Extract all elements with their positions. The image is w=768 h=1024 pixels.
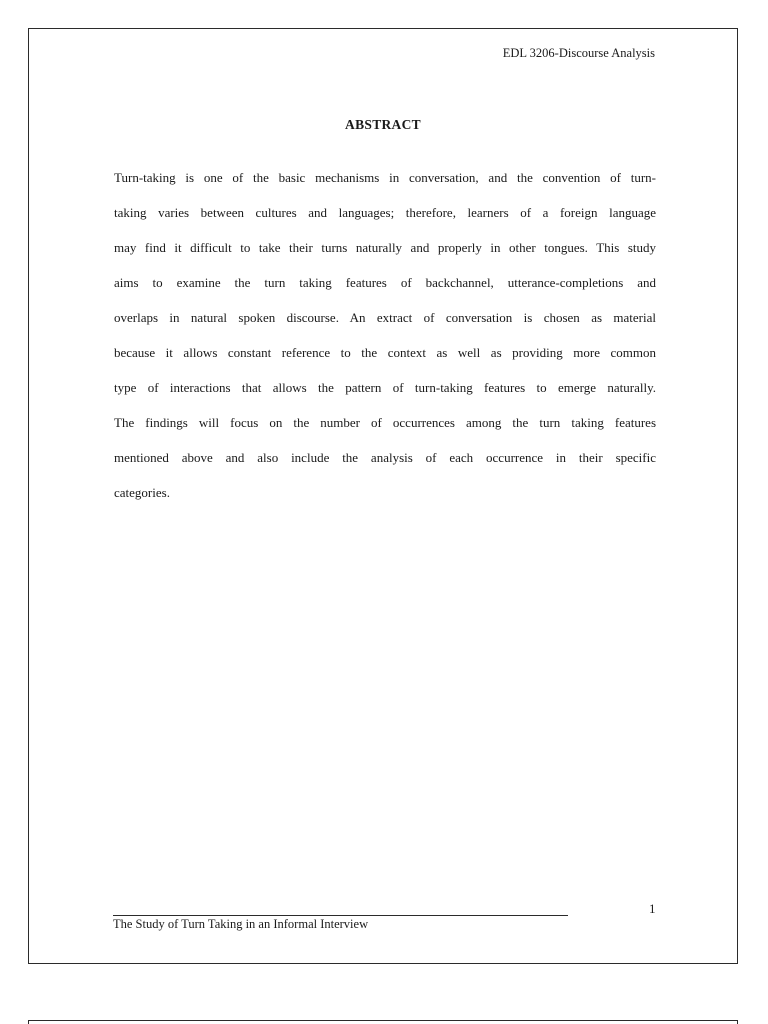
footer-rule — [113, 915, 568, 916]
next-page-edge — [28, 1020, 738, 1024]
abstract-body — [114, 167, 656, 517]
page-number: 1 — [649, 901, 656, 916]
abstract-line: aims to examine the turn taking features of backchannel, utterance-completions and — [114, 275, 656, 290]
footer-title: The Study of Turn Taking in an Informal Interview — [113, 917, 369, 931]
abstract-line: because it allows constant reference to the context as well as providing more common — [114, 345, 656, 360]
abstract-line: categories. — [114, 485, 170, 500]
abstract-line: may find it difficult to take their turns naturally and properly in other tongues. This study — [114, 240, 656, 255]
abstract-line: mentioned above and also include the analysis of each occurrence in their specific — [114, 450, 656, 465]
abstract-line: type of interactions that allows the pattern of turn-taking features to emerge naturally. — [114, 380, 656, 395]
abstract-line: The findings will focus on the number of occurrences among the turn taking features — [114, 415, 656, 430]
abstract-line: overlaps in natural spoken discourse. An extract of conversation is chosen as material — [114, 310, 656, 325]
running-header: EDL 3206-Discourse Analysis — [502, 46, 655, 60]
abstract-line: Turn-taking is one of the basic mechanisms in conversation, and the convention of turn- — [114, 170, 656, 185]
abstract-heading: ABSTRACT — [345, 117, 421, 132]
abstract-line: taking varies between cultures and languages; therefore, learners of a foreign language — [114, 205, 656, 220]
document-page — [28, 28, 738, 964]
